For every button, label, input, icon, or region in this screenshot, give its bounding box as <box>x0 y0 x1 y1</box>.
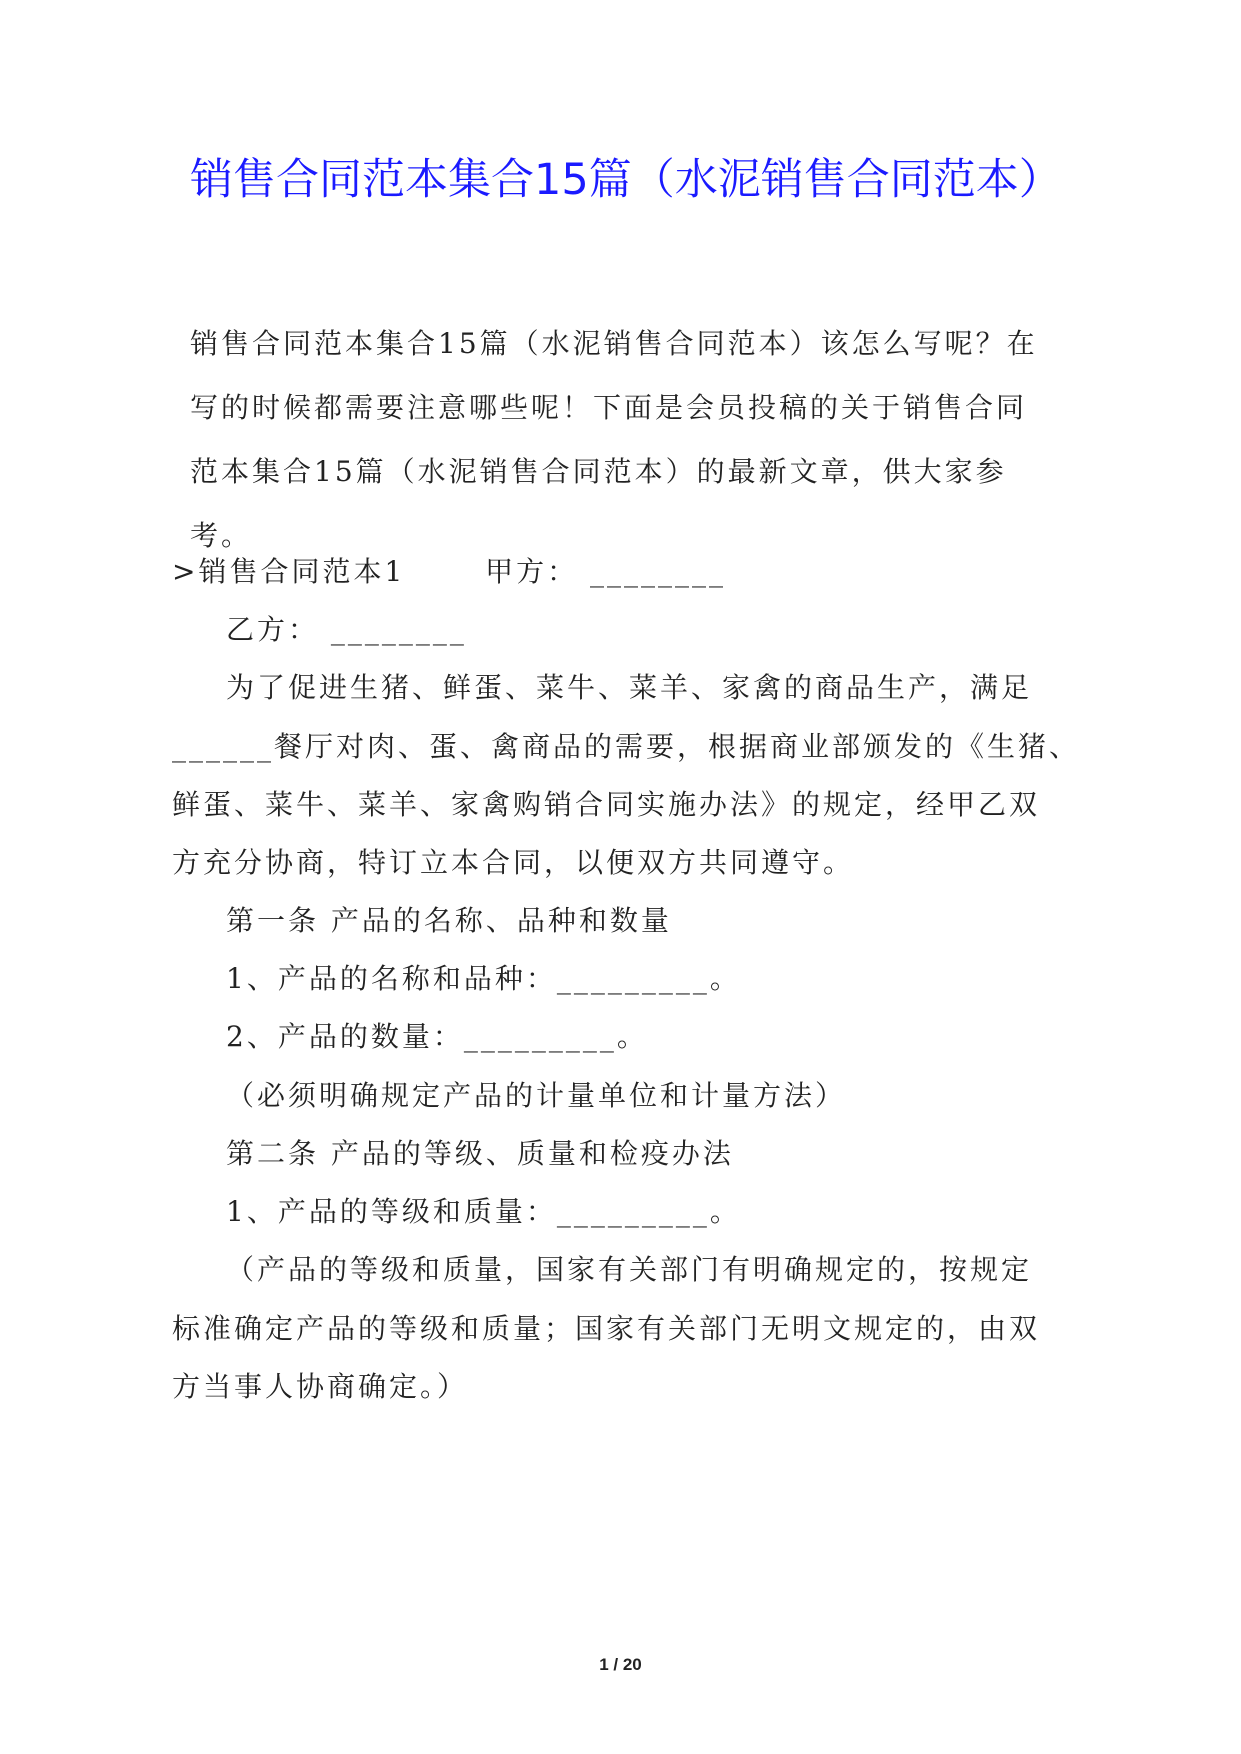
item1-2: 2、产品的数量：_________。 <box>226 1020 648 1053</box>
section-heading: >销售合同范本1 <box>172 555 406 588</box>
document-title: 销售合同范本集合15篇（水泥销售合同范本） <box>190 155 1062 205</box>
item2-1: 1、产品的等级和质量：_________。 <box>226 1195 741 1228</box>
note1: （必须明确规定产品的计量单位和计量方法） <box>226 1079 847 1112</box>
section-heading-row <box>172 552 726 592</box>
party-b-row <box>226 610 467 650</box>
article1-heading: 第一条 产品的名称、品种和数量 <box>226 904 672 937</box>
item1-1: 1、产品的名称和品种：_________。 <box>226 962 741 995</box>
intro-paragraph: 销售合同范本集合15篇（水泥销售合同范本）该怎么写呢？在写的时候都需要注意哪些呢！下面是会员投稿的关于销售合同范本集合15篇（水泥销售合同范本）的最新文章，供大家参考。 <box>190 327 1038 552</box>
para1-line3: 鲜蛋、菜牛、菜羊、家禽购销合同实施办法》的规定，经甲乙双 <box>172 788 1041 821</box>
note2-line2: 标准确定产品的等级和质量；国家有关部门无明文规定的，由双 <box>172 1312 1041 1345</box>
party-a-label: 甲方： <box>485 555 579 588</box>
party-a-blank: ________ <box>590 555 727 588</box>
party-b-blank: ________ <box>330 613 467 646</box>
party-b-label: 乙方： <box>226 613 320 646</box>
para1-line1: 为了促进生猪、鲜蛋、菜牛、菜羊、家禽的商品生产，满足 <box>226 671 1033 704</box>
note2-line3: 方当事人协商确定。） <box>172 1370 469 1403</box>
note2-line1: （产品的等级和质量，国家有关部门有明确规定的，按规定 <box>226 1253 1033 1286</box>
para1-line2: ______餐厅对肉、蛋、禽商品的需要，根据商业部颁发的《生猪、 <box>172 730 1081 763</box>
article2-heading: 第二条 产品的等级、质量和检疫办法 <box>226 1137 734 1170</box>
page-number: 1 / 20 <box>599 1655 642 1674</box>
para1-line4: 方充分协商，特订立本合同，以便双方共同遵守。 <box>172 846 855 879</box>
